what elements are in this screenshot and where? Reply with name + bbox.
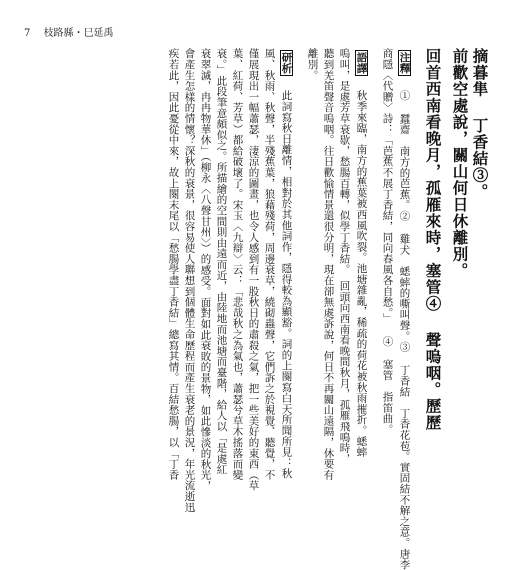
page-number: 7 <box>24 28 31 39</box>
translation-text-1: 秋季來臨，南方的蕉葉被西風吹裂。池塘雜亂，稀疏的荷花被秋雨摧折。蟋蟀 <box>355 89 368 458</box>
poem-line-3: 回首西南看晚月，孤雁來時，塞管④ 聲嗚咽。歷歷 <box>423 48 443 431</box>
notes-line-2: 商隱〈代贈〉詩：「芭蕉不展丁香結，同向春風各自愁。」 ④ 塞管 指笛曲。 <box>381 48 394 435</box>
analysis-label: 研析 <box>280 52 293 74</box>
page-header <box>24 24 124 39</box>
notes-label: 注釋 <box>398 52 411 74</box>
analysis-line-8: 疾若此，因此憂從中來，故上闋末尾以「愁腸學盡丁香結」總寫其情。百結愁腸，以「丁香 <box>167 48 180 480</box>
translation-label: 語譯 <box>355 52 368 74</box>
translation-line-1 <box>355 48 368 458</box>
translation-line-4: 離別。 <box>306 48 319 81</box>
analysis-line-3: 僅展現出一幅蕭瑟，淒涼的圖畫，也令人感到有一股秋日的肅殺之氣，把一些美好的東西（草 <box>247 48 260 491</box>
translation-line-2: 嗚叫，是處芳草衰歇，愁腸百轉，似學丁香結。 回頭向西南看晚間秋月，孤雁飛鳴時， <box>338 48 351 464</box>
analysis-text-1: 此詞寫秋日離情，相對於其他詞作，隱得較為顯豁。詞的上闋寫白天所聞所見：秋 <box>280 89 293 479</box>
poem-line-2: 前歡空處說，關山何日休離別。 <box>450 48 470 279</box>
analysis-line-6: 衰翠滅，冉冉物華休」（柳永〈八聲甘州〉）的感受。面對如此衰敗的景物，如此慘淡的秋光， <box>199 48 212 492</box>
analysis-line-2: 風、秋雨、秋聲，半殘蕉葉，狼藉殘荷，周邊衰草，繞砌蟲聲，它們訴之於視覺、聽覺，不 <box>263 48 276 480</box>
poem-line-1: 摘暮隼 丁香結③。 <box>470 48 490 200</box>
analysis-line-5: 衰。」此段筆意頗似之。所描繪的空間則由遠而近，由陸地而池塘而臺階，給人以「是處紅 <box>215 48 228 475</box>
notes-text-1: ① 蠶齋 南方的芭蕉。② 雞犬 蟋蟀的嘶叫聲。③ 丁香結 丁香花苞。實固結不解之意。唐李 <box>398 89 411 570</box>
notes-line-1 <box>398 48 411 570</box>
analysis-line-4: 葉、紅荷、芳草）都給破壞了。宋玉〈九辯〉云：「悲哉秋之為氣也，蕭瑟兮草木搖落而變 <box>231 48 244 480</box>
analysis-line-1 <box>280 48 293 479</box>
running-title: 枝路縣・巳延禹 <box>43 28 114 39</box>
analysis-line-7: 會產生怎樣的情懷？深秋的衰景，很容易使人聯想到個體生命歷程而產生衰老的景況，年光流逝迅 <box>183 48 196 513</box>
translation-line-3: 聽到羌笛聲音嗚咽。往日歡愉情景還很分明，現在卻無處訴說，何日不再關山遠隔，休要有 <box>322 48 335 480</box>
